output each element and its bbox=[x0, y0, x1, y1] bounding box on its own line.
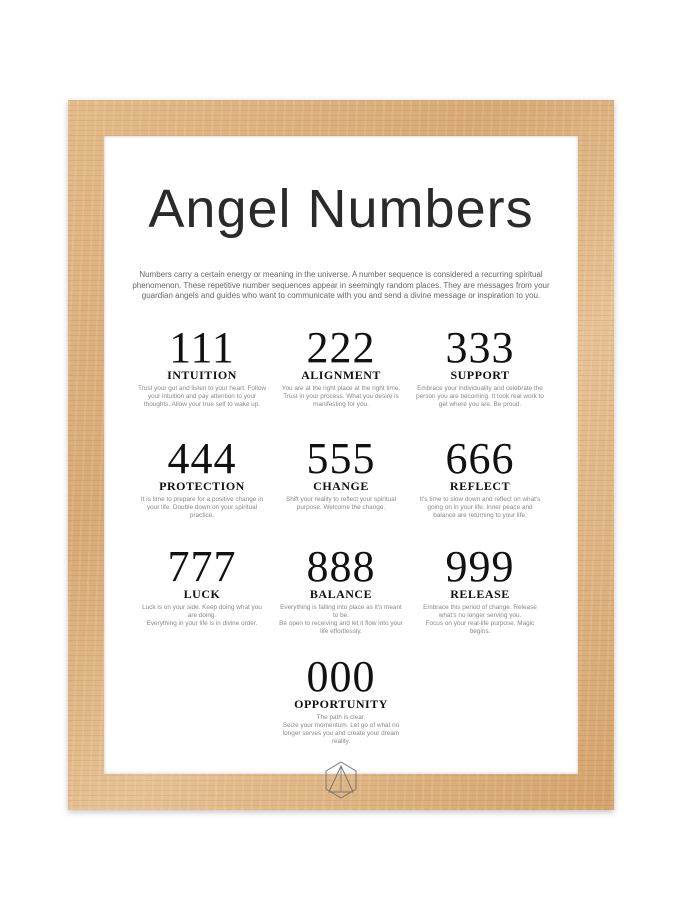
number-label: BALANCE bbox=[309, 587, 373, 601]
number-label: PROTECTION bbox=[159, 479, 245, 493]
number-description: Embrace your individuality and celebrate the person you are becoming. It took real work to get where you are. Be proud. bbox=[416, 385, 544, 408]
number-card-000 bbox=[271, 652, 411, 746]
number-value: 888 bbox=[306, 542, 376, 591]
number-description: Shift your reality to reflect your spiritual purpose. Welcome the change. bbox=[285, 496, 397, 511]
number-card-444 bbox=[132, 434, 272, 520]
number-description: You are at the right place at the right time. Trust in your process. What you desire is manifesting for you. bbox=[281, 385, 401, 408]
poster bbox=[104, 136, 578, 774]
number-value: 333 bbox=[445, 323, 515, 372]
number-description: Trust your gut and listen to your heart. Follow your intuition and pay attention to your thoughts. Allow your true self to wake up. bbox=[138, 385, 266, 408]
number-card-333 bbox=[410, 323, 550, 409]
picture-frame bbox=[68, 100, 614, 810]
number-card-888 bbox=[271, 542, 411, 636]
number-card-222 bbox=[271, 323, 411, 409]
number-card-666 bbox=[410, 434, 550, 520]
number-label: INTUITION bbox=[167, 368, 237, 382]
number-description: Embrace this period of change. Release what's no longer serving you. Focus on your real-life purpose. Magic begins. bbox=[423, 604, 537, 635]
poster-title: Angel Numbers bbox=[148, 179, 534, 239]
number-value: 222 bbox=[306, 323, 376, 372]
number-value: 555 bbox=[306, 434, 376, 483]
number-card-777 bbox=[132, 542, 272, 628]
number-value: 444 bbox=[167, 434, 237, 483]
number-card-555 bbox=[271, 434, 411, 512]
geometric-logo-icon bbox=[323, 760, 359, 800]
number-value: 666 bbox=[445, 434, 515, 483]
number-description: Luck is on your side. Keep doing what you are doing. Everything in your life is in divine order. bbox=[142, 604, 262, 627]
number-value: 000 bbox=[306, 652, 376, 701]
number-label: SUPPORT bbox=[450, 368, 510, 382]
number-description: It is time to prepare for a positive change in your life. Double down on your spiritual practice. bbox=[140, 496, 264, 519]
number-description: The path is clear. Seize your momentum. Let go of what no longer serves you and create your dream reality. bbox=[282, 714, 400, 745]
number-description: Everything is falling into place as it's meant to be. Be open to receiving and let it flow into your life effortlessly. bbox=[279, 604, 403, 635]
number-label: LUCK bbox=[183, 587, 221, 601]
poster-intro: Numbers carry a certain energy or meaning in the universe. A number sequence is considered a recurring spiritual phenomenon. These repetitive number sequences appear in seemingly random places. They are messages from your guardian angels and guides who want to communicate with you and send a divine message or inspiration to you. bbox=[132, 270, 550, 300]
number-label: OPPORTUNITY bbox=[294, 697, 388, 711]
number-label: ALIGNMENT bbox=[301, 368, 381, 382]
number-card-111 bbox=[132, 323, 272, 409]
number-description: It's time to slow down and reflect on what's going on in your life. Inner peace and balance are returning to your life. bbox=[419, 496, 541, 519]
number-value: 111 bbox=[169, 323, 235, 372]
number-value: 999 bbox=[445, 542, 515, 591]
number-label: RELEASE bbox=[450, 587, 510, 601]
number-card-999 bbox=[410, 542, 550, 636]
number-label: REFLECT bbox=[449, 479, 511, 493]
number-value: 777 bbox=[167, 542, 237, 591]
number-label: CHANGE bbox=[313, 479, 369, 493]
